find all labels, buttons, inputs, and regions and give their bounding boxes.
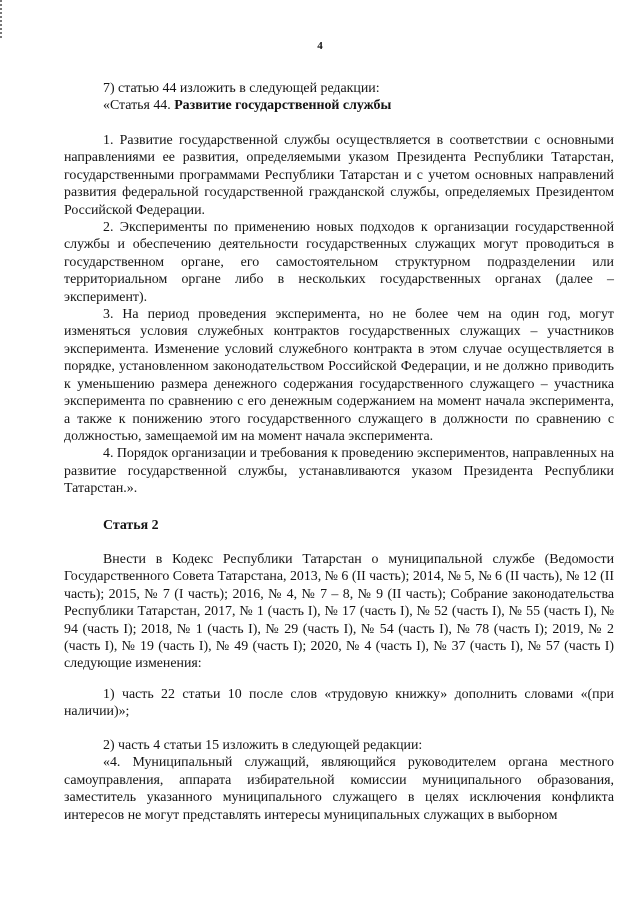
amendment-instruction: 7) статью 44 изложить в следующей редакции:	[103, 81, 380, 96]
article-44-title	[64, 97, 614, 114]
article-2-item-1: 1) часть 22 статьи 10 после слов «трудовую книжку» дополнить словами «(при наличии)»;	[64, 687, 614, 720]
article-44-paragraph-3: 3. На период проведения эксперимента, но не более чем на один год, могут изменяться условия служебных контрактов государственных служащих – участников эксперимента. Изменение условий служебного контракта в этом случае осуществляется в порядке, установленном законодательством Российской Федерации, и не должно приводить к уменьшению размера денежного содержания государственного служащего – участника эксперимента по сравнению с его денежным содержанием на момент начала эксперимента, а также к понижению этого государственного служащего в должности по сравнению с должностью, замещаемой им на момент начала эксперимента.	[64, 307, 614, 444]
article-2-item-1-block	[64, 686, 614, 721]
article-44-paragraph-1: 1. Развитие государственной службы осуществляется в соответствии с основными направлениями ее развития, определяемыми указом Президента Республики Татарстан, государственными программами Республики Татарстан и с учетом основных направлений развития федеральной государственной гражданской службы, определяемых Президентом Российской Федерации.	[64, 133, 614, 218]
article-2-body	[64, 551, 614, 673]
article-44-paragraph-4: 4. Порядок организации и требования к проведению экспериментов, направленных на развитие государственной службы, устанавливаются указом Президента Республики Татарстан.».	[64, 446, 614, 497]
amendment-intro	[64, 80, 614, 115]
article-44-prefix: «Статья 44.	[103, 98, 175, 114]
article-2-heading: Статья 2	[103, 518, 159, 533]
article-2-item-2-quote: «4. Муниципальный служащий, являющийся руководителем органа местного самоуправления, аппарата избирательной комиссии муниципального образования, заместитель указанного муниципального служащего в целях исключения конфликта интересов не могут представлять интересы муниципальных служащих в выборном	[64, 755, 614, 823]
article-2-item-2: 2) часть 4 статьи 15 изложить в следующей редакции:	[103, 738, 423, 753]
article-2-item-2-block	[64, 737, 614, 824]
scan-margin-mark	[0, 0, 2, 38]
article-44-title-text: Развитие государственной службы	[174, 98, 392, 114]
article-2-text: Внести в Кодекс Республики Татарстан о муниципальной службе (Ведомости Государственного Совета Татарстана, 2013, № 6 (II часть); 2014, № 5, № 6 (II часть), № 12 (II часть); 2015, № 7 (I часть); 2016, № 4, № 7 – 8, № 9 (II часть); Собрание законодательства Республики Татарстан, 2017, № 1 (часть I), № 17 (часть I), № 52 (часть I), № 55 (часть I), № 94 (часть I); 2018, № 1 (часть I), № 29 (часть I), № 54 (часть I), № 78 (часть I); 2019, № 2 (часть I), № 19 (часть I), № 49 (часть I); 2020, № 4 (часть I), № 37 (часть I), № 57 (часть I) следующие изменения:	[64, 552, 614, 672]
article-2-heading-block	[64, 517, 614, 534]
article-44-paragraph-2: 2. Эксперименты по применению новых подходов к организации государственной службы и обеспечению деятельности государственных служащих могут проводиться в государственном органе, его самостоятельном структурном подразделении или территориальном органе либо в нескольких государственных органах (далее – эксперимент).	[64, 220, 614, 305]
article-44-body	[64, 132, 614, 498]
page-number: 4	[317, 40, 323, 52]
